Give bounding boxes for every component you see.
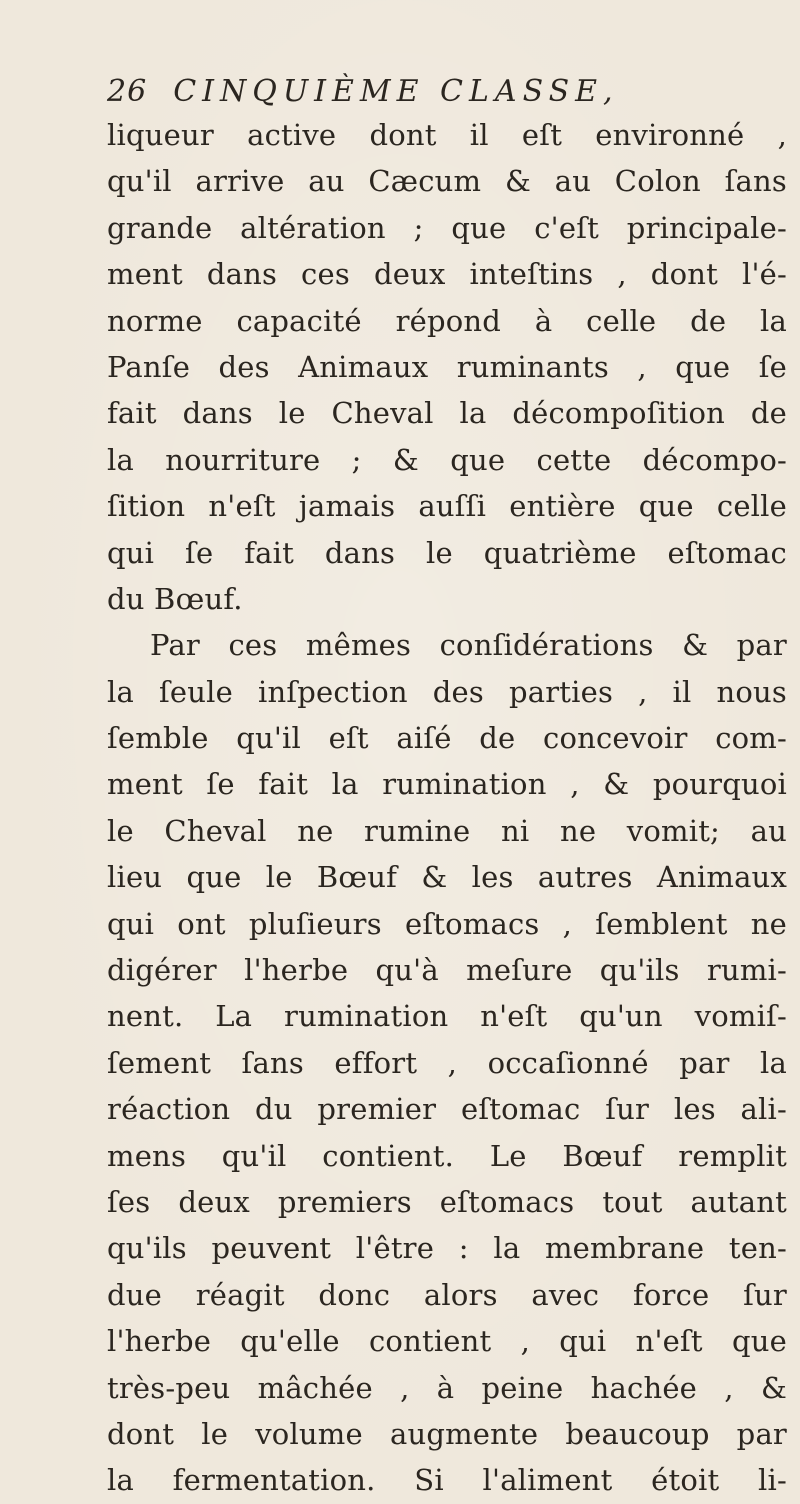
text-line: ſition n'eſt jamais auſſi entière que celle (107, 489, 787, 524)
text-line: liqueur active dont il eſt environné , (107, 118, 787, 152)
text-line: ſes deux premiers eſtomacs tout autant (107, 1184, 787, 1219)
text-line: réaction du premier eſtomac ſur les ali- (107, 1092, 787, 1127)
text-line: due réagit donc alors avec force ſur (107, 1277, 787, 1312)
text-line: ment ſe fait la rumination , & pourquoi (107, 767, 787, 802)
text-line: qu'il arrive au Cæcum & au Colon ſans (107, 164, 787, 199)
text-line: grande altération ; que c'eſt principale- (107, 210, 787, 245)
running-head: CINQUIÈME CLASSE, (173, 74, 619, 109)
text-line: Panſe des Animaux ruminants , que ſe (107, 349, 787, 384)
text-line: la ſeule inſpection des parties , il nous (107, 674, 787, 709)
text-line: qui ſe fait dans le quatrième eſtomac (107, 535, 787, 570)
page-number: 26 (107, 74, 148, 109)
text-line: qu'ils peuvent l'être : la membrane ten- (107, 1231, 787, 1266)
text-line: dont le volume augmente beaucoup par (107, 1416, 787, 1451)
text-line: très-peu mâchée , à peine hachée , & (107, 1370, 787, 1405)
text-line: digérer l'herbe qu'à meſure qu'ils rumi- (107, 953, 787, 988)
text-line: ſement ſans effort , occaſionné par la (107, 1045, 787, 1080)
text-line: l'herbe qu'elle contient , qui n'eſt que (107, 1324, 787, 1359)
text-line: ment dans ces deux inteſtins , dont l'é- (107, 257, 787, 292)
text-line: norme capacité répond à celle de la (107, 303, 787, 338)
text-line: mens qu'il contient. Le Bœuf remplit (107, 1138, 787, 1173)
text-line: qui ont pluſieurs eſtomacs , ſemblent ne (107, 906, 787, 941)
text-line: lieu que le Bœuf & les autres Animaux (107, 860, 787, 895)
paragraph-start-line: Par ces mêmes conſidérations & par (150, 628, 787, 663)
paragraph-end-line: du Bœuf. (107, 581, 243, 616)
body-text (107, 112, 787, 1504)
text-line: la nourriture ; & que cette décompo- (107, 442, 787, 477)
text-line: la fermentation. Si l'aliment étoit li- (107, 1463, 787, 1498)
text-line: fait dans le Cheval la décompoſition de (107, 396, 787, 431)
text-line: nent. La rumination n'eſt qu'un vomiſ- (107, 999, 787, 1034)
text-line: le Cheval ne rumine ni ne vomit; au (107, 813, 787, 848)
text-line: ſemble qu'il eſt aiſé de concevoir com- (107, 721, 787, 756)
